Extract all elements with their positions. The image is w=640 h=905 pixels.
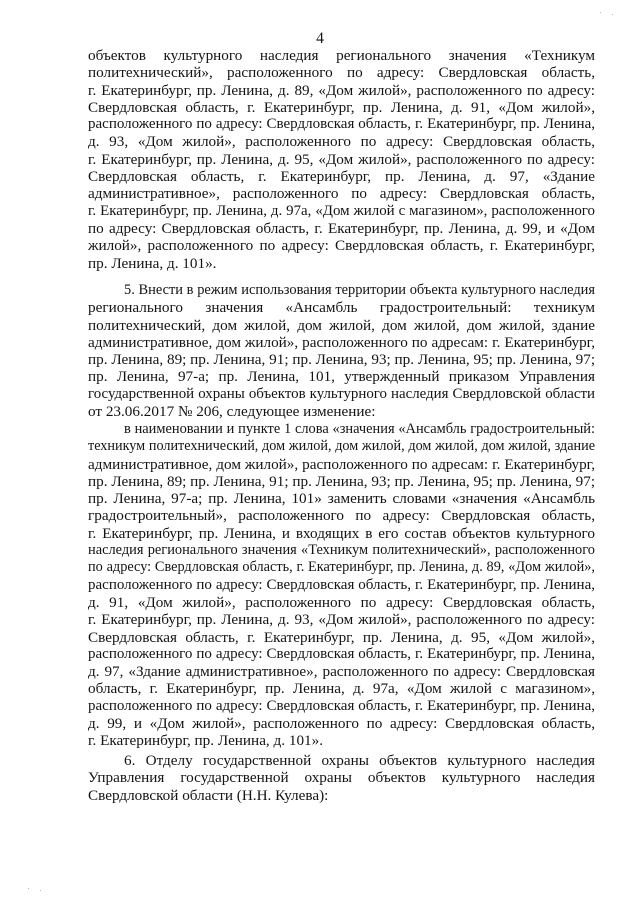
text-line: г. Екатеринбург, пр. Ленина, д. 89, «Дом жилой», расположенного по адресу: bbox=[88, 81, 595, 99]
text-line: наследия регионального значения «Техникум политехнический», расположенного bbox=[88, 542, 595, 559]
text-line: техникум политехнический, дом жилой, дом жилой, дом жилой, дом жилой, здание bbox=[88, 438, 595, 455]
text-line: пр. Ленина, 97-а; пр. Ленина, 101» заменить словами «значения «Ансамбль bbox=[88, 490, 595, 508]
text-line: д. 93, «Дом жилой», расположенного по адресу: Свердловская область, bbox=[88, 133, 595, 151]
text-line: в наименовании и пункте 1 слова «значения «Ансамбль градостроительный: bbox=[124, 421, 595, 437]
text-line: расположенного по адресу: Свердловская область, г. Екатеринбург, пр. Ленина, bbox=[88, 576, 595, 593]
text-line: Свердловская область, г. Екатеринбург, пр. Ленина, д. 97, «Здание bbox=[88, 168, 595, 186]
text-line: д. 97, «Здание административное», расположенного по адресу: Свердловская bbox=[88, 663, 595, 681]
text-line: область, г. Екатеринбург, пр. Ленина, д. 97а, «Дом жилой с магазином», bbox=[88, 680, 595, 698]
text-line: д. 99, и «Дом жилой», расположенного по адресу: Свердловская область, bbox=[88, 715, 595, 733]
text-line: расположенного по адресу: Свердловская область, г. Екатеринбург, пр. Ленина, bbox=[88, 697, 595, 714]
text-line: административное, дом жилой», расположенного по адресам: г. Екатеринбург, bbox=[88, 455, 595, 473]
text-line: объектов культурного наследия регионального значения «Техникум bbox=[88, 47, 595, 64]
text-line: г. Екатеринбург, пр. Ленина, и входящих в его состав объектов культурного bbox=[88, 524, 595, 542]
text-line: по адресу: Свердловская область, г. Екатеринбург, пр. Ленина, д. 99, и «Дом bbox=[88, 219, 595, 237]
text-line: расположенного по адресу: Свердловская область, г. Екатеринбург, пр. Ленина, bbox=[88, 116, 595, 133]
text-line: регионального значения «Ансамбль градостроительный: техникум bbox=[88, 299, 595, 317]
text-line: административное, дом жилой», расположенного по адресам: г. Екатеринбург, bbox=[88, 333, 595, 351]
text-line: политехнический, дом жилой, дом жилой, дом жилой, дом жилой, здание bbox=[88, 316, 595, 334]
text-line: г. Екатеринбург, пр. Ленина, д. 101». bbox=[88, 732, 324, 750]
text-line: 5. Внести в режим использования территории объекта культурного наследия bbox=[124, 282, 595, 298]
text-line: Свердловской области (Н.Н. Кулева): bbox=[88, 786, 329, 804]
text-line: от 23.06.2017 № 206, следующее изменение: bbox=[88, 403, 376, 421]
scan-speck bbox=[612, 14, 613, 15]
text-line: г. Екатеринбург, пр. Ленина, д. 95, «Дом жилой», расположенного по адресу: bbox=[88, 150, 595, 168]
paragraph-item-6 bbox=[88, 752, 595, 804]
text-line: по адресу: Свердловская область, г. Екатеринбург, пр. Ленина, д. 89, «Дом жилой», bbox=[88, 559, 595, 576]
text-line: Свердловская область, г. Екатеринбург, пр. Ленина, д. 91, «Дом жилой», bbox=[88, 98, 595, 116]
scan-speck bbox=[28, 888, 29, 889]
text-line: Свердловская область, г. Екатеринбург, пр. Ленина, д. 95, «Дом жилой», bbox=[88, 628, 595, 646]
text-line: пр. Ленина, д. 101». bbox=[88, 254, 217, 272]
text-line: г. Екатеринбург, пр. Ленина, д. 93, «Дом жилой», расположенного по адресу: bbox=[88, 611, 595, 629]
paragraph-continuation bbox=[88, 47, 595, 272]
text-line: административное», расположенного по адресу: Свердловская область, bbox=[88, 185, 595, 203]
text-line: г. Екатеринбург, пр. Ленина, д. 97а, «Дом жилой с магазином», расположенного bbox=[88, 202, 595, 219]
text-line: градостроительный», расположенного по адресу: Свердловская область, bbox=[88, 507, 595, 525]
scan-speck bbox=[600, 12, 601, 13]
paragraph-item-5 bbox=[88, 282, 595, 420]
text-line: пр. Ленина, 97-а; пр. Ленина, 101, утвержденный приказом Управления bbox=[88, 368, 595, 386]
scan-speck bbox=[40, 890, 41, 891]
text-line: д. 91, «Дом жилой», расположенного по адресу: Свердловская область, bbox=[88, 593, 595, 611]
text-line: жилой», расположенного по адресу: Свердловская область, г. Екатеринбург, bbox=[88, 237, 595, 255]
text-line: Управления государственной охраны объектов культурного наследия bbox=[88, 769, 595, 787]
text-line: пр. Ленина, 89; пр. Ленина, 91; пр. Ленина, 93; пр. Ленина, 95; пр. Ленина, 97; bbox=[88, 472, 596, 490]
text-line: расположенного по адресу: Свердловская область, г. Екатеринбург, пр. Ленина, bbox=[88, 645, 595, 662]
text-line: 6. Отделу государственной охраны объектов культурного наследия bbox=[124, 752, 595, 769]
text-line: пр. Ленина, 89; пр. Ленина, 91; пр. Ленина, 93; пр. Ленина, 95; пр. Ленина, 97; bbox=[88, 351, 596, 369]
text-line: политехнический», расположенного по адресу: Свердловская область, bbox=[88, 64, 595, 82]
page-number: 4 bbox=[316, 30, 324, 47]
paragraph-amendment bbox=[88, 421, 595, 750]
text-line: государственной охраны объектов культурного наследия Свердловской области bbox=[88, 385, 595, 402]
